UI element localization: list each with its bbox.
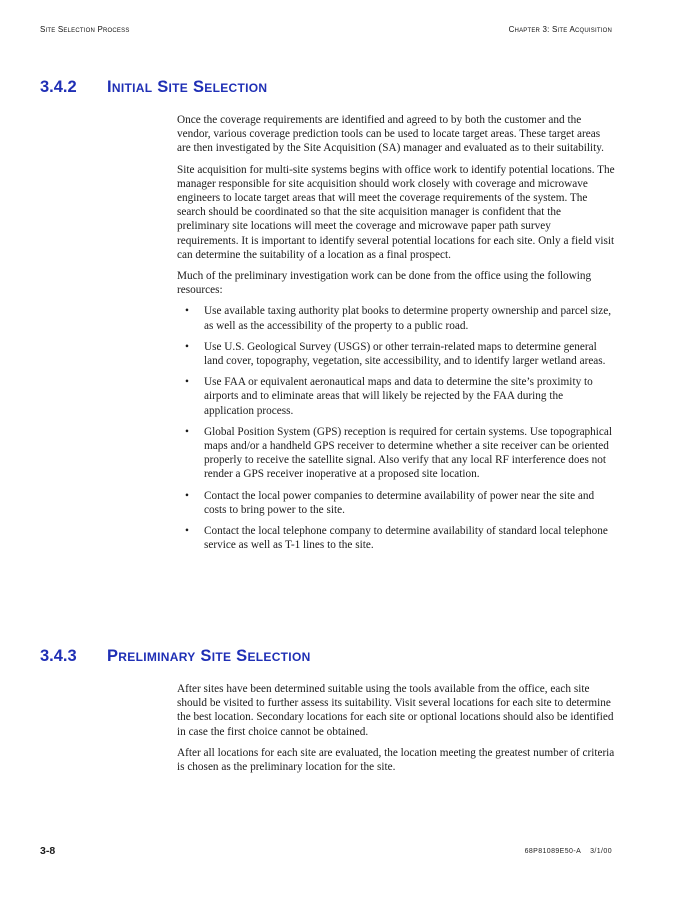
list-item [177,489,615,517]
paragraph: Site acquisition for multi-site systems begins with office work to identify potential locations. The manager responsible for site acquisition should work closely with coverage and microwave engineers to locate target areas that will meet the coverage requirements of the system. The search should be coordinated so that the site acquisition manager is confident that the preliminary site locations will meet the coverage and microwave paper path survey requirements. It is important to identify several potential locations for each site. Only a field visit can determine the suitability of a location as a final prospect. [177,163,615,261]
resource-list [177,304,615,552]
paragraph: After all locations for each site are evaluated, the location meeting the greatest number of criteria is chosen as the preliminary location for the site. [177,746,615,774]
bullet-icon: • [185,305,189,318]
section-title: Initial Site Selection [107,78,268,96]
section-number: 3.4.3 [40,647,77,665]
section-title: Preliminary Site Selection [107,647,311,665]
paragraph: Much of the preliminary investigation work can be done from the office using the following resources: [177,270,592,297]
bullet-icon: • [185,489,189,502]
bullet-icon: • [185,525,189,538]
section-body-3-4-3 [177,682,615,781]
paragraph: Once the coverage requirements are identified and agreed to by both the customer and the vendor, various coverage prediction tools can be used to locate target areas. These target areas are then investigated by the Site Acquisition (SA) manager and evaluated as to their suitability. [177,114,604,155]
running-header-right: Chapter 3: Site Acquisition [508,25,612,34]
bullet-icon: • [185,425,189,438]
list-item-text: Use FAA or equivalent aeronautical maps and data to determine the site’s proximity to airports and to eliminate areas that will likely be rejected by the FAA during the application process. [204,376,593,417]
list-item-text: Use U.S. Geological Survey (USGS) or other terrain-related maps to determine general land cover, topography, vegetation, site accessibility, and to identify larger wetland areas. [204,340,606,368]
bullet-icon: • [185,376,189,389]
list-item [177,340,615,368]
section-heading-3-4-3 [40,647,311,666]
list-item-text: Contact the local telephone company to determine availability of standard local telephone service as well as T-1 lines to the site. [204,525,608,552]
paragraph: After sites have been determined suitable using the tools available from the office, each site should be visited to further assess its suitability. Visit several locations for each site to determine the best location. Secondary locations for each site or optional locations should also be identified in case the first choice cannot be obtained. [177,683,614,738]
section-body-3-4-2 [177,113,615,559]
list-item [177,375,615,418]
document-id: 68P81089E50-A 3/1/00 [524,848,612,855]
running-header-left: Site Selection Process [40,25,130,34]
section-heading-3-4-2 [40,78,267,97]
list-item-text: Global Position System (GPS) reception is required for certain systems. Use topographical maps and/or a handheld GPS receiver to determine whether a site receiver can be oriented properly to receive the satellite signal. Also verify that any local RF interference does not render a GPS receiver inoperative at a proposed site location. [204,425,613,481]
page-number: 3-8 [40,845,56,857]
list-item [177,524,615,552]
bullet-icon: • [185,340,189,353]
list-item-text: Contact the local power companies to determine availability of power near the site and costs to bring power to the site. [204,489,595,516]
list-item [177,304,615,332]
section-number: 3.4.2 [40,78,77,96]
list-item [177,425,615,482]
list-item-text: Use available taxing authority plat books to determine property ownership and parcel size, as well as the accessibility of the property to a public road. [204,305,612,332]
